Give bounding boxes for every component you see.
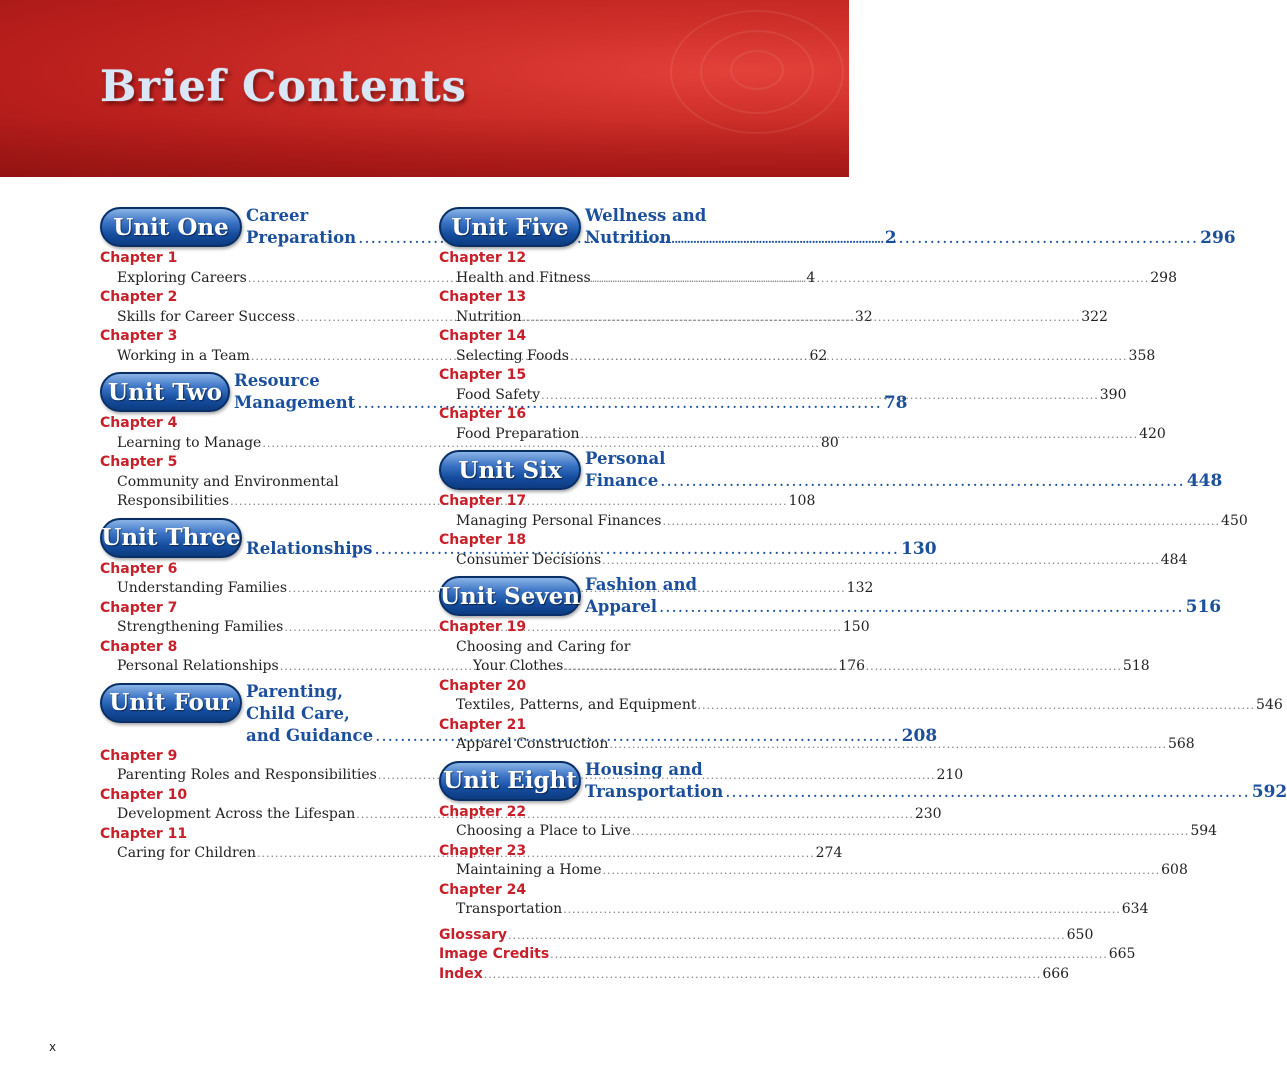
unit-title-line — [585, 470, 1222, 492]
chapter-page-number: 108 — [788, 493, 816, 509]
chapter-label[interactable]: Chapter 5 — [100, 454, 178, 470]
chapter-entry[interactable] — [117, 434, 839, 454]
chapter-page-number: 322 — [1081, 308, 1108, 325]
unit-badge: Unit Two — [100, 372, 230, 412]
chapter-entry[interactable] — [456, 308, 1108, 328]
chapter-title: Understanding Families — [117, 580, 288, 596]
unit-page-number: 2 — [884, 228, 897, 248]
chapter-label[interactable]: Chapter 22 — [439, 803, 527, 820]
chapter-page-number: 546 — [1256, 697, 1283, 713]
chapter-label[interactable]: Chapter 17 — [439, 493, 527, 509]
unit-title-text: Transportation — [585, 781, 724, 801]
page-title: Brief Contents — [100, 62, 467, 112]
chapter-title-row — [456, 696, 1283, 716]
page-number: x — [49, 1040, 57, 1054]
chapter-title: Maintaining a Home — [456, 862, 602, 878]
chapter-title-row — [456, 900, 1149, 920]
unit-title-line — [585, 781, 1287, 803]
unit-title-text: Management — [234, 393, 356, 412]
chapter-label[interactable]: Chapter 9 — [100, 747, 178, 764]
chapter-title: Strengthening Families — [117, 619, 284, 635]
unit-badge: Unit Seven — [439, 576, 581, 616]
chapter-label[interactable]: Chapter 10 — [100, 786, 188, 803]
unit-title-text: Nutrition — [585, 228, 672, 247]
chapter-title: Exploring Careers — [117, 269, 247, 286]
chapter-label[interactable]: Chapter 24 — [439, 881, 527, 898]
chapter-title-row — [456, 512, 1248, 532]
chapter-label[interactable]: Chapter 3 — [100, 328, 178, 344]
dot-leader — [603, 861, 1161, 881]
unit-page-number: 516 — [1185, 597, 1222, 617]
chapter-page-number: 518 — [1122, 658, 1150, 674]
chapter-page-number: 150 — [842, 619, 870, 635]
unit-page-number: 78 — [883, 393, 908, 413]
unit-heading[interactable] — [439, 448, 1223, 492]
chapter-label[interactable]: Chapter 2 — [100, 289, 178, 305]
back-matter-page-number: 666 — [1042, 965, 1070, 982]
chapter-page-number: 298 — [1150, 269, 1177, 286]
unit-title — [585, 205, 1236, 249]
dot-leader — [550, 945, 1108, 965]
chapter-title: Apparel Construction — [456, 736, 609, 752]
chapter-label[interactable]: Chapter 12 — [439, 250, 527, 266]
chapter-title-row — [456, 308, 1108, 328]
chapter-page-number: 358 — [1128, 347, 1156, 364]
chapter-title-row — [117, 434, 839, 454]
unit-title — [585, 448, 1222, 492]
chapter-page-number: 420 — [1139, 425, 1166, 442]
chapter-page-number: 80 — [820, 434, 839, 451]
unit-title — [585, 759, 1287, 803]
chapter-label[interactable]: Chapter 15 — [439, 367, 527, 383]
dot-leader — [697, 696, 1255, 716]
chapter-title: Transportation — [456, 901, 563, 917]
ripple-decoration — [730, 50, 784, 90]
chapter-title: Development Across the Lifespan — [117, 806, 356, 822]
chapter-label[interactable]: Chapter 19 — [439, 619, 527, 635]
unit-badge: Unit One — [100, 207, 242, 247]
unit-page-number: 592 — [1251, 781, 1287, 802]
chapter-entry[interactable] — [456, 822, 1218, 842]
back-matter-entry[interactable] — [439, 926, 1094, 946]
unit-title-line: Housing and — [585, 759, 703, 779]
unit-page-number: 296 — [1200, 228, 1236, 248]
chapter-title: Working in a Team — [117, 347, 250, 364]
chapter-title: Textiles, Patterns, and Equipment — [456, 697, 697, 713]
chapter-title: Parenting Roles and Responsibilities — [117, 767, 377, 783]
chapter-title: Nutrition — [456, 308, 522, 325]
unit-title-text: Finance — [585, 471, 659, 490]
chapter-title: Food Preparation — [456, 425, 580, 442]
chapter-page-number: 274 — [815, 845, 843, 861]
unit-title-line: Resource — [234, 371, 320, 390]
unit-page-number: 448 — [1186, 471, 1223, 491]
dot-leader — [581, 425, 1139, 445]
chapter-label[interactable]: Chapter 14 — [439, 328, 527, 344]
unit-title-text: and Guidance — [246, 725, 374, 745]
dot-leader — [602, 551, 1160, 571]
back-matter — [439, 926, 1136, 985]
chapter-title: Choosing a Place to Live — [456, 823, 631, 839]
chapter-entry[interactable] — [456, 861, 1188, 881]
chapter-label[interactable]: Chapter 20 — [439, 677, 527, 694]
chapter-page-number: 62 — [809, 347, 828, 364]
chapter-label[interactable]: Chapter 6 — [100, 560, 178, 577]
back-matter-label: Image Credits — [439, 946, 550, 962]
chapter-entry[interactable] — [456, 551, 1188, 571]
chapter-title: Skills for Career Success — [117, 308, 296, 325]
chapter-label[interactable]: Chapter 16 — [439, 406, 527, 422]
chapter-title: Food Safety — [456, 386, 541, 403]
chapter-page-number: 4 — [806, 269, 816, 286]
chapter-title-row — [456, 861, 1188, 881]
dot-leader — [659, 596, 1184, 618]
chapter-title: Managing Personal Finances — [456, 512, 662, 529]
dot-leader — [609, 735, 1167, 755]
unit-title — [585, 574, 1221, 618]
back-matter-entry[interactable] — [439, 965, 1070, 985]
chapter-label[interactable]: Chapter 4 — [100, 415, 178, 431]
unit-title-line: Fashion and — [585, 575, 698, 594]
chapter-page-number: 594 — [1190, 823, 1218, 839]
unit-title-text: Preparation — [246, 228, 357, 247]
dot-leader — [508, 926, 1066, 946]
chapter-label[interactable]: Chapter 8 — [100, 638, 178, 655]
unit-title-text: Apparel — [585, 597, 658, 616]
chapter-label[interactable]: Chapter 13 — [439, 289, 527, 305]
chapter-label[interactable]: Chapter 23 — [439, 842, 527, 859]
chapter-page-number: 450 — [1221, 512, 1248, 529]
chapter-label[interactable]: Chapter 11 — [100, 825, 188, 842]
chapter-title: Your Clothes — [473, 658, 564, 674]
chapter-entry[interactable] — [456, 512, 1248, 532]
dot-leader — [523, 308, 1081, 328]
dot-leader — [632, 822, 1190, 842]
unit-title-line: Personal — [585, 449, 666, 468]
dot-leader — [592, 269, 1150, 289]
chapter-title: Personal Relationships — [117, 658, 279, 674]
unit-badge: Unit Four — [100, 683, 242, 723]
chapter-label[interactable]: Chapter 21 — [439, 716, 527, 733]
unit-title-line: Wellness and — [585, 206, 707, 225]
chapter-page-number: 390 — [1099, 386, 1127, 403]
chapter-page-number: 32 — [854, 308, 873, 325]
unit-heading[interactable] — [439, 205, 1236, 249]
chapter-entry[interactable] — [456, 696, 1283, 716]
unit-badge: Unit Six — [439, 450, 581, 490]
chapter-entry[interactable] — [456, 900, 1149, 920]
back-matter-page-number: 665 — [1108, 946, 1136, 962]
unit-badge: Unit Three — [100, 518, 242, 558]
dot-leader — [570, 347, 1128, 367]
chapter-title-line: Choosing and Caring for — [456, 638, 631, 655]
dot-leader — [541, 386, 1099, 406]
unit-title-line: Child Care, — [246, 703, 350, 723]
unit-title-line: Career — [246, 206, 309, 225]
chapter-title-row — [456, 269, 1177, 289]
chapter-page-number: 210 — [936, 767, 964, 783]
chapter-page-number: 484 — [1160, 551, 1188, 568]
unit-title-line — [585, 596, 1221, 618]
chapter-title: Consumer Decisions — [456, 551, 602, 568]
unit-title-line — [585, 227, 1236, 249]
chapter-title-line: Community and Environmental — [117, 473, 339, 490]
chapter-page-number: 230 — [914, 806, 942, 822]
chapter-title: Health and Fitness — [456, 269, 591, 286]
chapter-page-number: 568 — [1167, 736, 1195, 752]
back-matter-page-number: 650 — [1066, 926, 1094, 943]
dot-leader — [662, 512, 1220, 532]
unit-badge: Unit Eight — [439, 761, 581, 801]
chapter-page-number: 608 — [1161, 862, 1188, 878]
unit-title-text: Relationships — [246, 538, 373, 558]
back-matter-label: Index — [439, 965, 483, 982]
chapter-title-row — [456, 822, 1218, 842]
back-matter-entry[interactable] — [439, 945, 1136, 965]
unit-badge: Unit Five — [439, 207, 581, 247]
dot-leader — [725, 781, 1250, 803]
dot-leader — [660, 470, 1185, 492]
dot-leader — [564, 657, 1122, 677]
chapter-page-number: 176 — [838, 658, 866, 674]
back-matter-label: Glossary — [439, 926, 508, 943]
chapter-label[interactable]: Chapter 18 — [439, 532, 527, 548]
chapter-title: Caring for Children — [117, 845, 257, 861]
chapter-entry[interactable] — [456, 269, 1177, 289]
chapter-page-number: 634 — [1121, 901, 1149, 917]
chapter-page-number: 132 — [846, 580, 874, 596]
dot-leader — [484, 965, 1042, 985]
chapter-label[interactable]: Chapter 7 — [100, 599, 178, 616]
dot-leader — [674, 227, 1199, 249]
chapter-title: Selecting Foods — [456, 347, 569, 364]
chapter-title-row — [456, 551, 1188, 571]
chapter-title: Responsibilities — [117, 493, 230, 509]
chapter-label[interactable]: Chapter 1 — [100, 250, 178, 266]
unit-title-line: Parenting, — [246, 681, 344, 701]
dot-leader — [563, 900, 1121, 920]
chapter-title: Learning to Manage — [117, 434, 262, 451]
unit-page-number: 130 — [901, 538, 937, 559]
unit-page-number: 208 — [901, 725, 938, 746]
